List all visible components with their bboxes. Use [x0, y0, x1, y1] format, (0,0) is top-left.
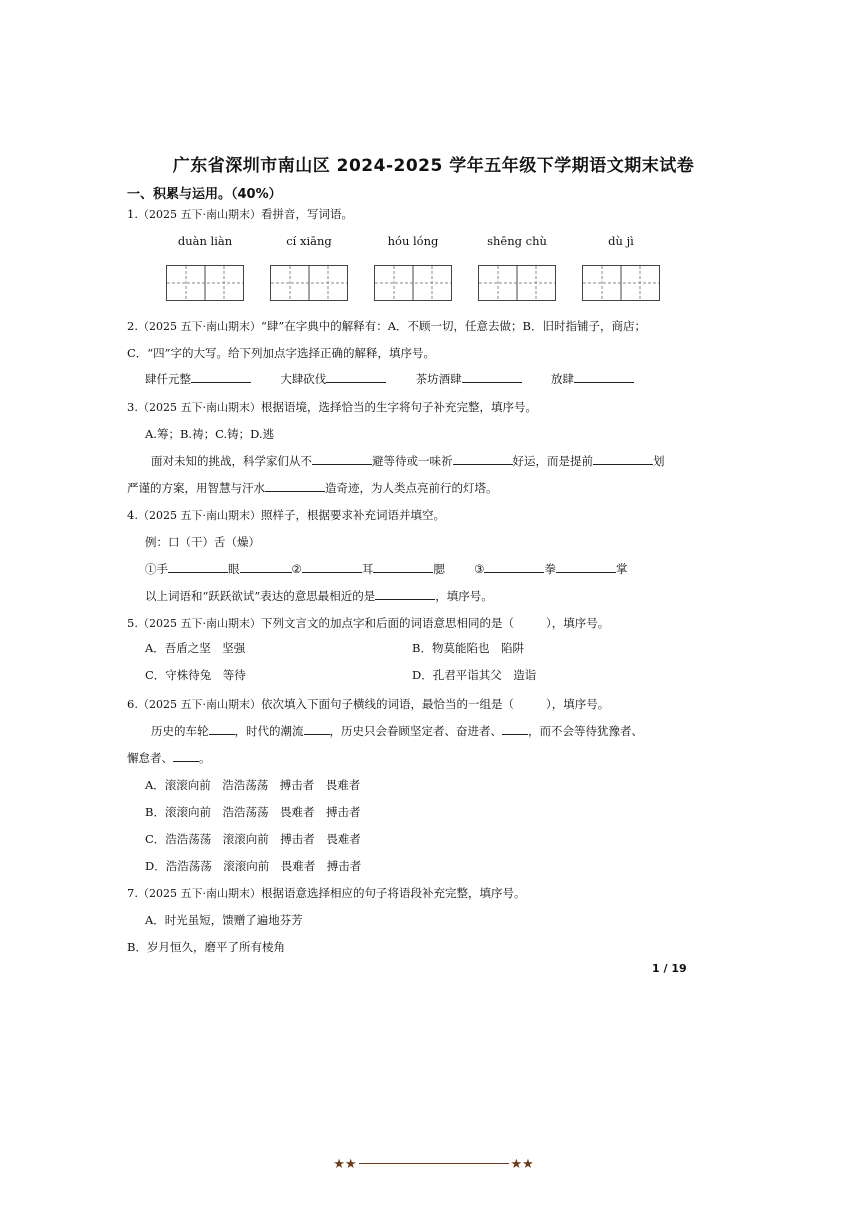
- writing-grid[interactable]: [166, 265, 244, 301]
- question-6: [127, 696, 609, 712]
- question-text: 看拼音，写词语。: [260, 207, 353, 221]
- fill-item: 茶坊酒肆: [415, 372, 462, 386]
- question-number: 6.: [127, 697, 138, 711]
- star-icon: ★★: [333, 1157, 357, 1172]
- question-tail: [145, 588, 493, 604]
- passage-line: [127, 480, 498, 496]
- footer-decoration: [0, 1153, 867, 1172]
- passage-text: 避等待或一味祈: [372, 454, 453, 468]
- option-c[interactable]: C．浩浩荡荡 滚滚向前 搏击者 畏难者: [145, 832, 361, 846]
- word-part: 眼: [228, 562, 240, 576]
- question-text: ），填序号。: [545, 697, 610, 711]
- question-5: [127, 615, 609, 631]
- passage-line: [127, 750, 211, 766]
- fill-words-row: [145, 561, 627, 577]
- writing-grid[interactable]: [582, 265, 660, 301]
- question-text: 依次填入下面句子横线的词语，最恰当的一组是（: [260, 697, 514, 711]
- page-number: 1 / 19: [652, 962, 687, 975]
- question-text: ），填序号。: [545, 616, 610, 630]
- passage-text: ，而不会等待犹豫者、: [528, 724, 643, 738]
- writing-grid[interactable]: [374, 265, 452, 301]
- word-part: ①手: [145, 562, 168, 576]
- question-source: （2025 五下·南山期末）: [137, 617, 261, 630]
- passage-text: 严谨的方案，用智慧与汗水: [127, 481, 265, 495]
- option-a[interactable]: A．时光虽短，馈赠了遍地芬芳: [145, 913, 303, 927]
- options-line: A.筹；B.祷；C.铸；D.逃: [145, 427, 275, 441]
- answer-blank[interactable]: [302, 561, 362, 573]
- answer-blank[interactable]: [168, 561, 228, 573]
- question-text: 下列文言文的加点字和后面的词语意思相同的是（: [260, 616, 514, 630]
- question-number: 3.: [127, 400, 138, 414]
- section-heading: 一、积累与运用。（40%）: [127, 187, 282, 202]
- question-text: 以上词语和“跃跃欲试”表达的意思最相近的是: [145, 589, 376, 603]
- question-text: 根据语意选择相应的句子将语段补充完整，填序号。: [260, 886, 526, 900]
- passage-text: 懈怠者、: [127, 751, 173, 765]
- answer-blank[interactable]: [556, 561, 616, 573]
- question-1: [127, 206, 353, 222]
- passage-text: 历史的车轮: [151, 724, 209, 738]
- question-text: 照样子，根据要求补充词语并填空。: [260, 508, 445, 522]
- option-a[interactable]: A．吾盾之坚 坚强: [145, 641, 246, 655]
- passage-line: [151, 453, 665, 469]
- pinyin-label: duàn liàn: [177, 234, 233, 248]
- answer-blank[interactable]: [265, 480, 325, 492]
- answer-blank[interactable]: [484, 561, 544, 573]
- fill-item: 肆仟元整: [145, 372, 191, 386]
- fill-items-row: [145, 371, 634, 387]
- passage-text: 划: [653, 454, 665, 468]
- question-text-line: C．“四”字的大写。给下列加点字选择正确的解释，填序号。: [127, 346, 436, 360]
- passage-text: 面对未知的挑战，科学家们从不: [151, 454, 312, 468]
- option-d[interactable]: D．孔君平诣其父 造诣: [412, 668, 537, 682]
- answer-blank[interactable]: [209, 723, 235, 735]
- question-number: 4.: [127, 508, 138, 522]
- answer-blank[interactable]: [502, 723, 528, 735]
- answer-blank[interactable]: [191, 371, 251, 383]
- answer-blank[interactable]: [326, 371, 386, 383]
- option-b[interactable]: B．滚滚向前 浩浩荡荡 畏难者 搏击者: [145, 805, 361, 819]
- passage-text: 造奇迹，为人类点亮前行的灯塔。: [325, 481, 498, 495]
- option-b[interactable]: B．物莫能陷也 陷阱: [412, 641, 524, 655]
- question-source: （2025 五下·南山期末）: [137, 320, 261, 333]
- fill-item: 大肆砍伐: [280, 372, 327, 386]
- option-b[interactable]: B．岁月恒久，磨平了所有棱角: [127, 940, 285, 954]
- question-2: [127, 318, 646, 334]
- question-text: “肆”在字典中的解释有：A．不顾一切，任意去做；B．旧时指铺子，商店；: [260, 319, 646, 333]
- pinyin-label: dù jì: [608, 234, 634, 248]
- question-source: （2025 五下·南山期末）: [137, 208, 261, 221]
- star-icon: ★★: [510, 1157, 534, 1172]
- passage-line: [151, 723, 643, 739]
- option-c[interactable]: C．守株待兔 等待: [145, 668, 246, 682]
- answer-blank[interactable]: [593, 453, 653, 465]
- question-source: （2025 五下·南山期末）: [137, 509, 261, 522]
- answer-blank[interactable]: [375, 588, 435, 600]
- option-a[interactable]: A．滚滚向前 浩浩荡荡 搏击者 畏难者: [145, 778, 361, 792]
- question-text: 根据语境，选择恰当的生字将句子补充完整，填序号。: [260, 400, 537, 414]
- passage-text: 好运，而是提前: [512, 454, 593, 468]
- passage-text: 。: [199, 751, 211, 765]
- passage-text: ，时代的潮流: [234, 724, 304, 738]
- page-title: 广东省深圳市南山区 2024-2025 学年五年级下学期语文期末试卷: [172, 156, 695, 176]
- word-part: 掌: [615, 562, 628, 576]
- answer-blank[interactable]: [240, 561, 292, 573]
- answer-blank[interactable]: [304, 723, 330, 735]
- answer-blank[interactable]: [373, 561, 433, 573]
- passage-text: ，历史只会眷顾坚定者、奋进者、: [329, 724, 502, 738]
- word-part: 腮: [433, 562, 445, 576]
- question-4: [127, 507, 445, 523]
- question-source: （2025 五下·南山期末）: [137, 887, 261, 900]
- question-number: 2.: [127, 319, 138, 333]
- word-part: 拳: [544, 562, 556, 576]
- question-number: 5.: [127, 616, 138, 630]
- question-7: [127, 885, 525, 901]
- writing-grid[interactable]: [478, 265, 556, 301]
- divider: [359, 1163, 509, 1164]
- answer-blank[interactable]: [574, 371, 634, 383]
- answer-blank[interactable]: [312, 453, 372, 465]
- word-part: ②: [291, 562, 302, 576]
- question-text: ，填序号。: [435, 589, 493, 603]
- question-source: （2025 五下·南山期末）: [137, 698, 261, 711]
- pinyin-label: cí xiāng: [286, 234, 332, 248]
- pinyin-label: hóu lóng: [387, 234, 439, 248]
- writing-grid[interactable]: [270, 265, 348, 301]
- question-3: [127, 399, 537, 415]
- answer-blank[interactable]: [173, 750, 199, 762]
- word-part: ③: [474, 562, 485, 576]
- pinyin-label: shēng chù: [487, 234, 547, 248]
- fill-item: 放肆: [550, 372, 574, 386]
- option-d[interactable]: D．浩浩荡荡 滚滚向前 畏难者 搏击者: [145, 859, 362, 873]
- question-source: （2025 五下·南山期末）: [137, 401, 261, 414]
- question-number: 7.: [127, 886, 138, 900]
- example-line: 例：口（干）舌（燥）: [145, 535, 260, 549]
- question-number: 1.: [127, 207, 138, 221]
- word-part: 耳: [361, 562, 374, 576]
- answer-blank[interactable]: [462, 371, 522, 383]
- answer-blank[interactable]: [453, 453, 513, 465]
